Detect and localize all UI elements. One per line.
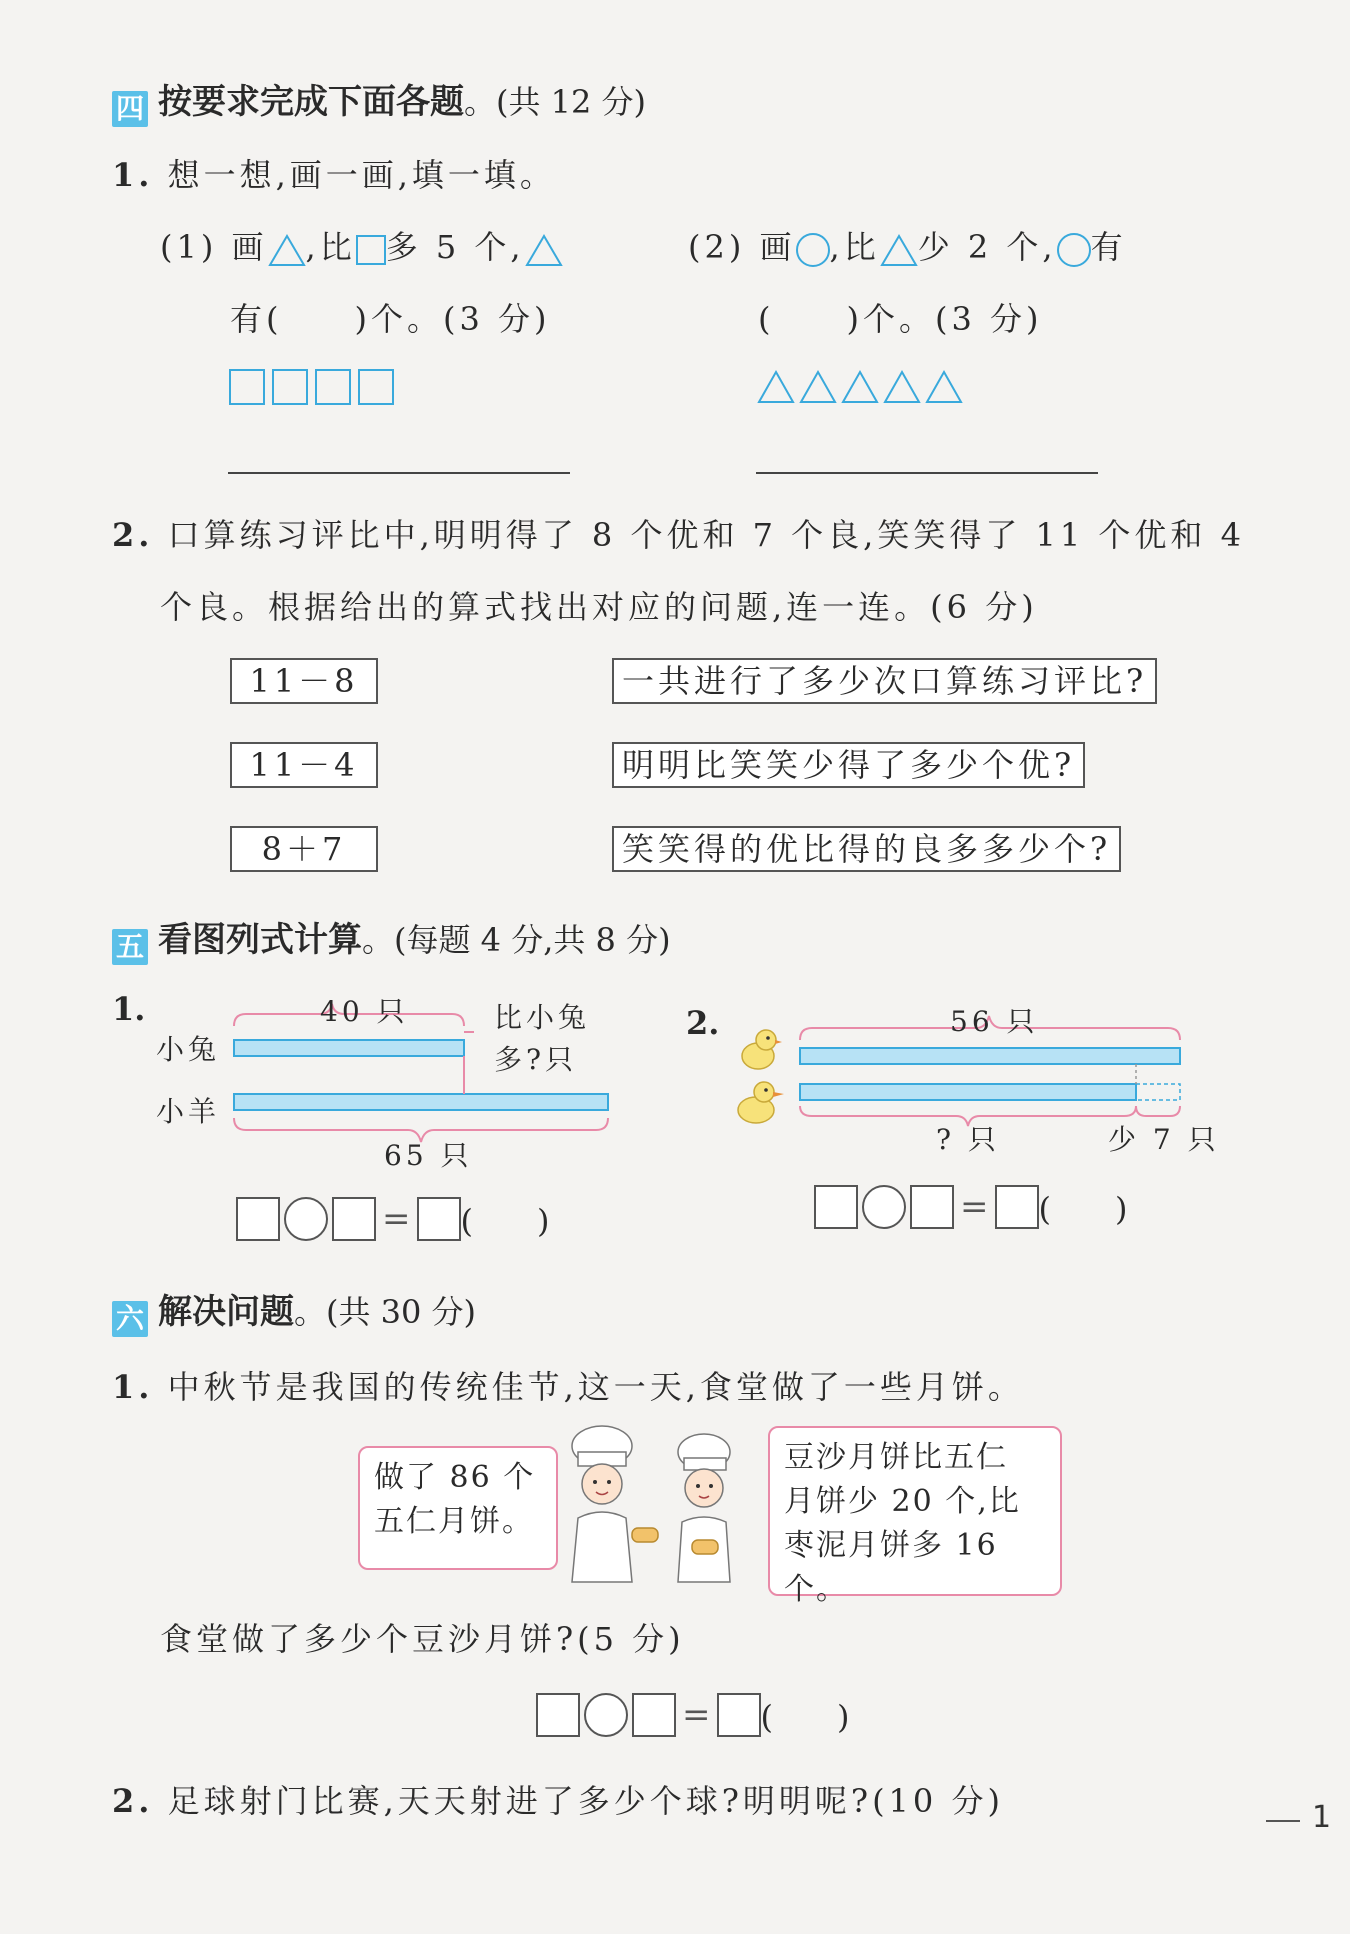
circle-icon xyxy=(796,233,830,267)
answer-line[interactable] xyxy=(228,472,570,474)
subquestion-text: 少 2 个, xyxy=(917,228,1057,266)
operator-circle[interactable] xyxy=(584,1693,628,1737)
question-2-line2: 个良。根据给出的算式找出对应的问题,连一连。(6 分) xyxy=(160,588,1038,626)
answer-box[interactable] xyxy=(632,1693,676,1737)
question-box[interactable]: 笑笑得的优比得的良多多少个? xyxy=(612,826,1121,872)
question-text: 口算练习评比中,明明得了 8 个优和 7 个良,笑笑得了 11 个优和 4 xyxy=(167,516,1245,554)
section-note: 。(每题 4 分,共 8 分) xyxy=(362,921,671,959)
subquestion-text: ,比 xyxy=(829,228,880,266)
question-number: 1. xyxy=(112,1368,154,1406)
subquestion-1b-line2: ( )个。(3 分) xyxy=(758,300,1043,338)
answer-line[interactable] xyxy=(756,472,1098,474)
page-number-rule xyxy=(1266,1820,1300,1822)
chefs-illustration xyxy=(548,1422,758,1592)
equation-row xyxy=(536,1692,849,1738)
four-squares-figure xyxy=(228,368,398,408)
label-rabbit: 小兔 xyxy=(156,1033,221,1066)
label-diff-1: 比小兔 xyxy=(494,1001,591,1034)
answer-box[interactable] xyxy=(236,1197,280,1241)
label-top: 56 只 xyxy=(950,1005,1039,1038)
subquestion-text: ,比 xyxy=(305,228,356,266)
answer-box[interactable] xyxy=(417,1197,461,1241)
triangle-icon xyxy=(268,233,306,267)
equals-sign: = xyxy=(682,1695,711,1735)
equation-row xyxy=(236,1196,549,1242)
section-title: 解决问题 xyxy=(158,1292,294,1332)
label-sheep: 小羊 xyxy=(156,1095,221,1128)
question-1 xyxy=(112,150,556,196)
question-2 xyxy=(112,1776,1004,1822)
answer-box[interactable] xyxy=(536,1693,580,1737)
answer-box[interactable] xyxy=(717,1693,761,1737)
bubble-line: 月饼少 20 个,比 xyxy=(784,1484,1021,1519)
square-icon xyxy=(356,235,386,265)
label-less: 少 7 只 xyxy=(1108,1123,1220,1156)
bubble-line: 五仁月饼。 xyxy=(374,1504,534,1539)
formula-box[interactable]: 11－4 xyxy=(230,742,378,788)
label-top: 40 只 xyxy=(320,995,409,1028)
equals-sign: = xyxy=(960,1187,989,1227)
circle-icon xyxy=(1057,233,1091,267)
unit-paren[interactable]: ( ) xyxy=(460,1202,550,1240)
question-text: 足球射门比赛,天天射进了多少个球?明明呢?(10 分) xyxy=(167,1782,1004,1820)
subquestion-text: 多 5 个, xyxy=(385,228,525,266)
bubble-line: 枣泥月饼多 16 个。 xyxy=(784,1528,998,1607)
section-4-header xyxy=(112,74,646,127)
subquestion-label: (1) 画 xyxy=(160,228,268,266)
subquestion-label: (2) 画 xyxy=(688,228,796,266)
unit-paren[interactable]: ( ) xyxy=(1038,1190,1128,1228)
subquestion-1a xyxy=(160,222,563,268)
squares-row xyxy=(228,368,398,412)
equation-row xyxy=(814,1184,1127,1230)
section-5-header xyxy=(112,912,671,965)
subquestion-text: 有 xyxy=(1090,228,1127,266)
answer-box[interactable] xyxy=(814,1185,858,1229)
section-badge: 四 xyxy=(112,91,148,127)
problem-number: 2. xyxy=(686,1004,720,1042)
section-note: 。(共 12 分) xyxy=(464,83,647,121)
triangle-icon xyxy=(525,233,563,267)
section-badge: 六 xyxy=(112,1301,148,1337)
answer-box[interactable] xyxy=(910,1185,954,1229)
speech-bubble-right xyxy=(768,1426,1062,1607)
label-question: ? 只 xyxy=(936,1123,1000,1156)
question-text: 中秋节是我国的传统佳节,这一天,食堂做了一些月饼。 xyxy=(167,1368,1024,1406)
subquestion-1b xyxy=(688,222,1127,268)
equals-sign: = xyxy=(382,1199,411,1239)
chef-right-icon xyxy=(678,1434,730,1582)
answer-box[interactable] xyxy=(995,1185,1039,1229)
bubble-line: 豆沙月饼比五仁 xyxy=(784,1440,1008,1475)
chick-icon xyxy=(742,1030,782,1069)
triangle-icon xyxy=(880,233,918,267)
page-number: 1 xyxy=(1312,1800,1332,1835)
question-box[interactable]: 一共进行了多少次口算练习评比? xyxy=(612,658,1157,704)
question-number: 2. xyxy=(112,516,154,554)
question-number: 2. xyxy=(112,1782,154,1820)
section-6-header xyxy=(112,1284,476,1337)
formula-box[interactable]: 8＋7 xyxy=(230,826,378,872)
label-diff-2: 多?只 xyxy=(494,1043,578,1076)
speech-bubble-left xyxy=(358,1446,558,1570)
unit-paren[interactable]: ( ) xyxy=(760,1698,850,1736)
answer-box[interactable] xyxy=(332,1197,376,1241)
problem-number: 1. xyxy=(112,990,146,1028)
question-text: 想一想,画一画,填一填。 xyxy=(167,156,556,194)
question-1 xyxy=(112,1362,1024,1408)
question-number: 1. xyxy=(112,156,154,194)
five-triangles-figure xyxy=(756,368,966,408)
question-2 xyxy=(112,510,1245,556)
section-title: 按要求完成下面各题 xyxy=(158,82,464,122)
label-bottom: 65 只 xyxy=(384,1139,473,1172)
question-box[interactable]: 明明比笑笑少得了多少个优? xyxy=(612,742,1085,788)
duck-icon xyxy=(738,1082,784,1123)
subquestion-1a-line2: 有( )个。(3 分) xyxy=(230,300,551,338)
chef-left-icon xyxy=(572,1426,658,1582)
formula-box[interactable]: 11－8 xyxy=(230,658,378,704)
triangles-row xyxy=(756,368,966,412)
section-title: 看图列式计算 xyxy=(158,920,362,960)
question-ask: 食堂做了多少个豆沙月饼?(5 分) xyxy=(160,1620,685,1658)
operator-circle[interactable] xyxy=(284,1197,328,1241)
bubble-line: 做了 86 个 xyxy=(374,1460,536,1495)
section-badge: 五 xyxy=(112,929,148,965)
operator-circle[interactable] xyxy=(862,1185,906,1229)
section-note: 。(共 30 分) xyxy=(294,1293,477,1331)
